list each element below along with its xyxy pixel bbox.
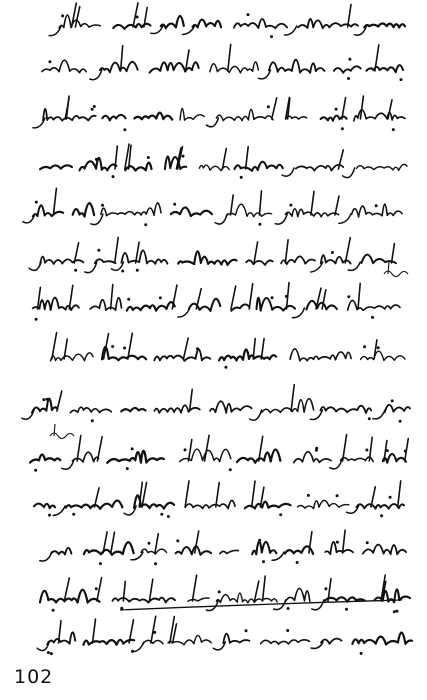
- manuscript-line: [23, 188, 402, 226]
- manuscript-line: [49, 3, 405, 38]
- manuscript-line: [40, 144, 407, 179]
- manuscript-line: [40, 530, 406, 565]
- manuscript-line: [42, 44, 403, 81]
- marginal-note: [50, 424, 74, 439]
- page-number: 102: [14, 666, 54, 688]
- underline-stroke: [120, 600, 402, 610]
- manuscript-line: [40, 575, 410, 613]
- manuscript-line: [29, 237, 396, 272]
- manuscript-line: [33, 96, 405, 131]
- manuscript-line: [37, 616, 412, 655]
- manuscript-line: [34, 481, 404, 518]
- manuscript-line: [30, 435, 408, 472]
- manuscript-line: [33, 283, 400, 321]
- manuscript-line: [22, 385, 410, 423]
- manuscript-line: [51, 333, 405, 369]
